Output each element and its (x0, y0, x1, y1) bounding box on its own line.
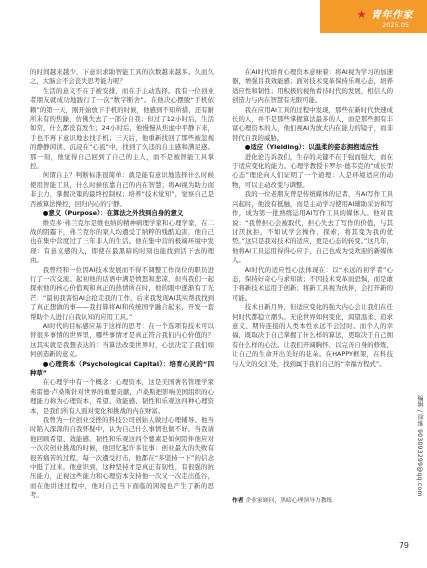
paragraph: 我曾为一位创业受挫的科技公司创始人做过心理辅导。他当时陷入深深的自我怀疑中，认为自己什么事情也做不好。当我请他回顾希望、效能感、韧性和乐观这四个要素是如何陪伴他应对一次次创业挑战的时候，他回忆起许多往事：创业最大的失败有很苦痛苦的过程，每一次遭受打击，他都在“多坚持一下”的信念中挺了过来。他意识到，这种坚持才是真正有韧性，有很强的抗压能力，正视这些能力和心理资本支持他一次又一次走出低谷，而在他讲述过程中，他对自己当下面临的困境也产生了新的思考。 (30, 416, 214, 500)
section-heading: ●心理资本（Psychological Capital）：培育心灵的“四种草” (30, 359, 214, 377)
paragraph: 维克多·弗兰克尔是维也纳的精神病理学家和心理学家，在二战的阴霾下，弗兰克尔的家人均遭受了纳粹的残酷迫害，他自己也在集中营度过了三年非人的生活。他在集中营的极端环境中发现：有意义感的人，即使在最黑暗的时刻也能找到活下去的理由。 (30, 218, 214, 265)
paragraph: 的时间越来越少，下意识求助智能工具的次数越来越多。久而久之，大脑会不会丧失思考能力呢？ (30, 68, 214, 86)
author-label: 作者 (232, 498, 244, 504)
paragraph: 进化论告诉我们，生存的关键不在于强而强大，而在于适应变化的能力。心理学教授卡罗尔·德韦克的“成长型心态”理论向人们证明了一个道理：人是环境适应的动物，可以主动改变与调整。 (232, 152, 393, 189)
paragraph: 技术日新月异，但适应变化的强大内心会让我们在任何时代都稳立潮头。无论世界如何变化，渴望温柔、追求意义、期待连接的人类本性永远不会过时。而个人的幸福，既取决于自己掌握了什么样的算法，更取决于自己拥有什么样的心法。让我们开阔胸怀、以完善自身的修炼，让自己的生命开出美好的花朵。在HAPPY框架，在科技与人文的交汇处，找到属于我们自己的“幸福方程式”。 (232, 303, 393, 368)
logo-mark-icon: ★ (356, 8, 368, 21)
page-number: 79 (398, 541, 409, 550)
author-text: 企业家顾问，黑暗心理领导力教练 (245, 498, 333, 504)
paragraph: AI时代的适应性心法体现在：以“永远的初学者”心态，保持好奇心与求知欲；不因技术变革而恐惧，而是敢于将新技术运用于创新；将新工具视为伙伴，会打开新的可能。 (232, 265, 393, 302)
article-left-column (30, 68, 214, 501)
paragraph: 生活的意义不在于被安排，而在于主动选择。我有一位创业者朋友就成功地践行了一次“数字断舍”。在他决心摆脱“手机依赖”的第一天，刚开始放下手机的时候，他感到不知所措，还有耐所未有的焦躁，仿佛失去了一部分自我；但过了12小时后，生活如常，什么都没有发生；24小时后，他慢慢从焦虑中平静下来，手也不再下意识地去找手机；三天后，他重新找回了那些被忽视的静静闲读、沉浸在“心流”中，找到了久违的自主感和满足感。那一刻，他觉得自己回到了自己的主人，而不是被智能工具掌控。 (30, 86, 214, 171)
article-right-column (232, 68, 393, 369)
paragraph: 我曾经和一位因AI技术发展而不得不调整工作岗位的职员进行了一次交流。起初他的话语中满是愤怒和悲凉，但当我们一起探索他的核心价值观和真正的热情所在时，他的眼中逐渐有了光芒：“最初我害怕AI会抢走我的工作，后来我发现AI其实帮我找到了真正想做的事——我打算将AI和传统国学融合起来，开发一套帮助个人进行自我认知的应用工具。” (30, 265, 214, 321)
paragraph: 在心理学中有一个概念：心理资本，这是美国著名管理学家弗雷德·卢桑斯针对世界的重要贡献，卢桑斯把影响美国组织的心理能力称为心理资本，希望、效能感、韧性和乐观这四种心理资本，是我们所有人面对变化和挑战的内在财富。 (30, 378, 214, 415)
paragraph: 何谓自主？判断标准很简单：就是能有意识地选择什么时候使用智能工具，什么时候依靠自己的内在智慧；将AI视为助力而非主力，掌握决策的最终控制权；培养“技术觉知”，觉察自己是否被算法操控，回归内心的宁静。 (30, 171, 214, 208)
paragraph: 我在应用AI工具的过程中发现，那些在新时代快速成长的人，并不是那些掌握算法最多的人，而是那些拥有丰富心理资本的人，他们视AI为放大内在能力的镜子，而非替代自我的威胁。 (232, 105, 393, 142)
section-heading: ●意义（Purpose）：在算法之外找到自身的意义 (42, 209, 184, 218)
issue-date: 2025.05 (382, 21, 409, 29)
logo-text: 青年作家 (371, 10, 413, 21)
author-note (232, 495, 332, 504)
editor-sidebar-text: 编辑 / 徐维 903093299@qq.com (416, 395, 423, 497)
section-heading: ●适应（Yielding）：以温柔的姿态拥抱适应性 (244, 143, 379, 152)
paragraph: 在AI时代培育心理资本意味着：将AI视为学习的加速器，增强目我效能感；面对技术变革保持乐观心态，培养适应性和韧性；用积极的视角看待时代的发展，相信人的创造力与内在智慧有无限可能。 (232, 68, 393, 105)
paragraph: 我的一位老朋友曾是传统媒体的记者，当AI写作工具兴起时，他没有抵触，而是主动学习使用AI辅助采访和写作，成为第一批熟练运用AI写作工具的媒体人。他对我说：“我曾担心会被取代，担心失去了写作的价值，与其讨厌抗拒，不如试学会操作、探索，将其变为我的优势。”这只是我对技术的适应，更是心态的转变。”这几年，他将AI工具运用得得心应手，自己也成为受欢迎的新媒体人。 (232, 190, 393, 265)
paragraph: AI时代的目标感应基于这样的思考：在一个选项有技术可以替很多事情的世界里，哪些事情才是真正符合我们内心价值的？这其实就是我想表达的：当算法改变世界时，心法决定了我们如何创造新的意义。 (30, 321, 214, 359)
magazine-logo (357, 6, 413, 21)
